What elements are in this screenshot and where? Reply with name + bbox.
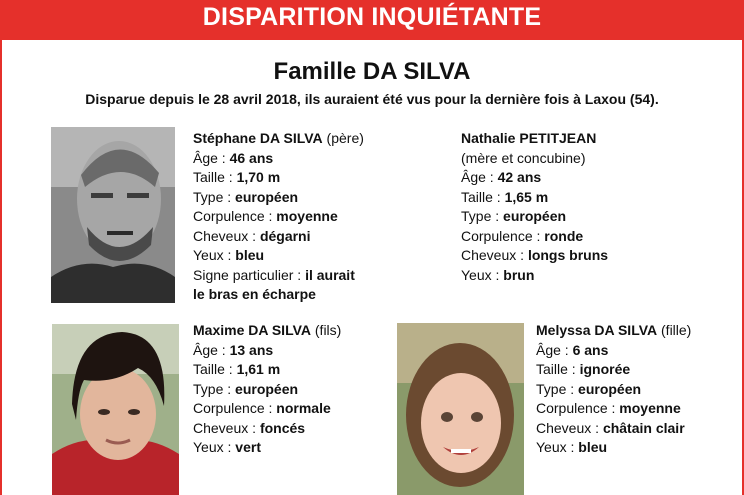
person-role: (fille) [661, 322, 692, 338]
build-label: Corpulence : [536, 400, 620, 416]
person-role: (mère et concubine) [461, 149, 586, 166]
person-card-melyssa [536, 321, 691, 458]
height-value: 1,61 m [236, 361, 281, 377]
age-label: Âge : [536, 341, 573, 358]
eyes-label: Yeux : [193, 247, 236, 263]
eyes-label: Yeux : [536, 439, 579, 455]
hair-label: Cheveux : [461, 247, 528, 263]
hair-value: châtain clair [602, 419, 685, 436]
build-value: moyenne [276, 208, 338, 224]
type-value: européen [503, 208, 567, 224]
age-label: Âge : [193, 149, 230, 166]
type-value: européen [235, 380, 299, 397]
photo-melyssa [397, 323, 524, 495]
alert-banner-title: DISPARITION INQUIÉTANTE [202, 3, 542, 31]
age-value: 6 ans [572, 341, 609, 358]
photo-maxime [52, 324, 179, 495]
eyes-value: brun [503, 266, 535, 283]
height-value: 1,70 m [236, 169, 281, 185]
person-name: Maxime DA SILVA [193, 322, 311, 338]
type-label: Type : [193, 380, 236, 397]
special-value-line2: le bras en écharpe [193, 286, 316, 302]
age-label: Âge : [193, 341, 230, 358]
build-label: Corpulence : [193, 400, 277, 416]
person-card-stephane [193, 129, 364, 305]
hair-value: longs bruns [527, 247, 609, 263]
hair-label: Cheveux : [536, 419, 603, 436]
eyes-value: bleu [235, 247, 265, 263]
build-label: Corpulence : [461, 227, 545, 244]
type-label: Type : [193, 188, 236, 205]
height-label: Taille : [193, 169, 237, 185]
special-label: Signe particulier : [193, 266, 306, 283]
person-name: Melyssa DA SILVA [536, 322, 658, 338]
family-title: Famille DA SILVA [273, 58, 471, 85]
eyes-label: Yeux : [193, 439, 236, 455]
person-card-maxime [193, 321, 341, 458]
photo-stephane [51, 127, 175, 303]
eyes-value: bleu [578, 439, 608, 455]
hair-label: Cheveux : [193, 419, 260, 436]
build-label: Corpulence : [193, 208, 277, 224]
height-label: Taille : [193, 361, 237, 377]
build-value: ronde [544, 227, 584, 244]
type-label: Type : [536, 380, 579, 397]
person-role: (fils) [314, 322, 342, 338]
type-value: européen [235, 188, 299, 205]
alert-banner [0, 0, 744, 40]
height-value: ignorée [579, 361, 631, 377]
eyes-label: Yeux : [461, 266, 504, 283]
age-label: Âge : [461, 169, 498, 185]
hair-value: foncés [259, 419, 306, 436]
height-label: Taille : [536, 361, 580, 377]
person-role: (père) [326, 130, 364, 146]
build-value: normale [276, 400, 331, 416]
person-name: Nathalie PETITJEAN [461, 130, 597, 146]
age-value: 42 ans [497, 169, 542, 185]
height-value: 1,65 m [504, 188, 549, 205]
disappearance-subtitle: Disparue depuis le 28 avril 2018, ils auraient été vus pour la dernière fois à Laxou (54). [85, 91, 659, 107]
type-value: européen [578, 380, 642, 397]
hair-value: dégarni [259, 227, 311, 244]
height-label: Taille : [461, 188, 505, 205]
type-label: Type : [461, 208, 504, 224]
poster-frame-left [0, 40, 2, 495]
eyes-value: vert [235, 439, 261, 455]
hair-label: Cheveux : [193, 227, 260, 244]
age-value: 46 ans [229, 149, 274, 166]
person-card-nathalie [461, 129, 608, 285]
age-value: 13 ans [229, 341, 274, 358]
build-value: moyenne [619, 400, 681, 416]
person-name: Stéphane DA SILVA [193, 130, 323, 146]
special-value-line1: il aurait [305, 266, 355, 283]
